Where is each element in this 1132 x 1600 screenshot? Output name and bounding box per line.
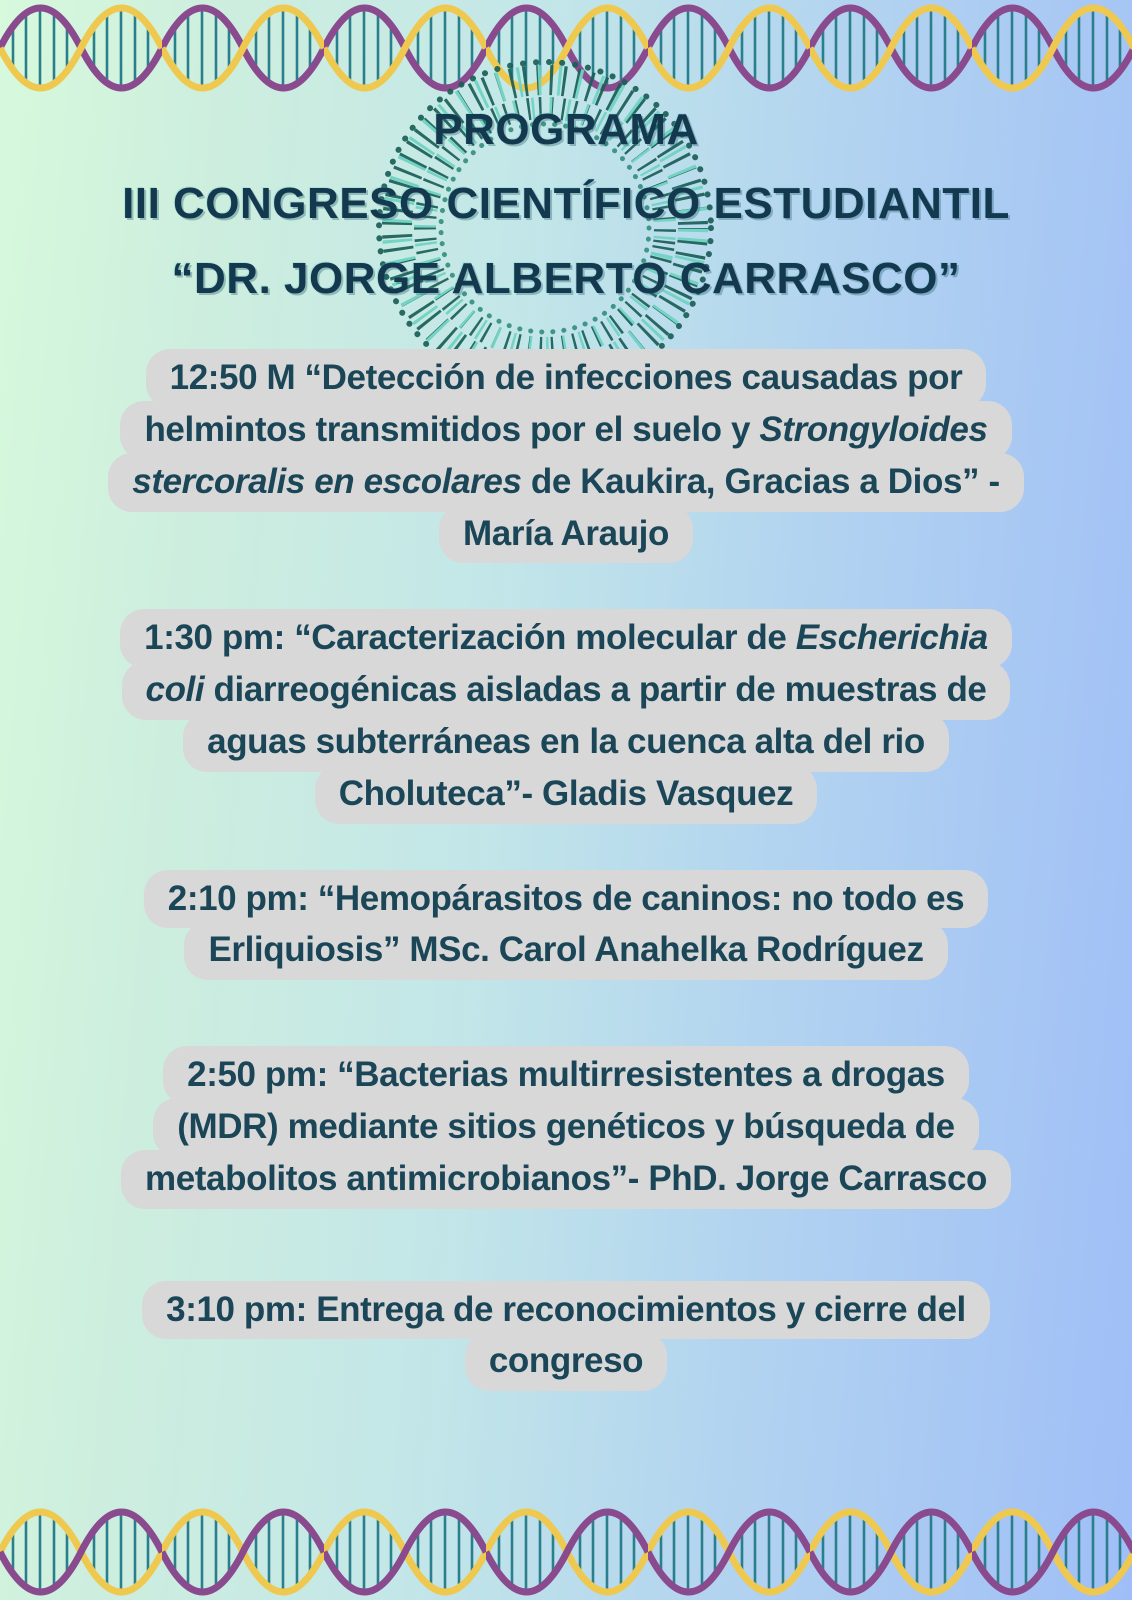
poster-header — [0, 0, 1132, 303]
congress-name: “DR. JORGE ALBERTO CARRASCO” — [171, 253, 961, 303]
session-block-250 — [0, 1046, 1132, 1208]
session-line: helmintos transmitidos por el suelo y Strongyloides — [0, 408, 1132, 460]
session-line: (MDR) mediante sitios genéticos y búsqueda de — [0, 1105, 1132, 1157]
session-line: María Araujo — [0, 512, 1132, 564]
session-line: 1:30 pm: “Caracterización molecular de Escherichia — [0, 609, 1132, 668]
session-block-130 — [0, 609, 1132, 823]
session-line: coli diarreogénicas aisladas a partir de muestras de — [0, 668, 1132, 720]
schedule-list — [0, 349, 1132, 1391]
session-line: 3:10 pm: Entrega de reconocimientos y cierre del — [0, 1281, 1132, 1340]
session-line: aguas subterráneas en la cuenca alta del rio — [0, 720, 1132, 772]
session-line: congreso — [0, 1339, 1132, 1391]
session-line: 12:50 M “Detección de infecciones causadas por — [0, 349, 1132, 408]
dna-helix-border-bottom-icon — [0, 1504, 1132, 1600]
session-block-1250 — [0, 349, 1132, 563]
session-block-310 — [0, 1281, 1132, 1392]
session-line: 2:50 pm: “Bacterias multirresistentes a drogas — [0, 1046, 1132, 1105]
congress-title: III CONGRESO CIENTÍFICO ESTUDIANTIL — [122, 179, 1010, 229]
session-line: metabolitos antimicrobianos”- PhD. Jorge Carrasco — [0, 1157, 1132, 1209]
session-line: stercoralis en escolares de Kaukira, Gracias a Dios” - — [0, 460, 1132, 512]
session-block-210 — [0, 870, 1132, 981]
session-line: 2:10 pm: “Hemopárasitos de caninos: no todo es — [0, 870, 1132, 929]
session-line: Erliquiosis” MSc. Carol Anahelka Rodríguez — [0, 928, 1132, 980]
session-line: Choluteca”- Gladis Vasquez — [0, 772, 1132, 824]
program-title: PROGRAMA — [433, 105, 699, 154]
